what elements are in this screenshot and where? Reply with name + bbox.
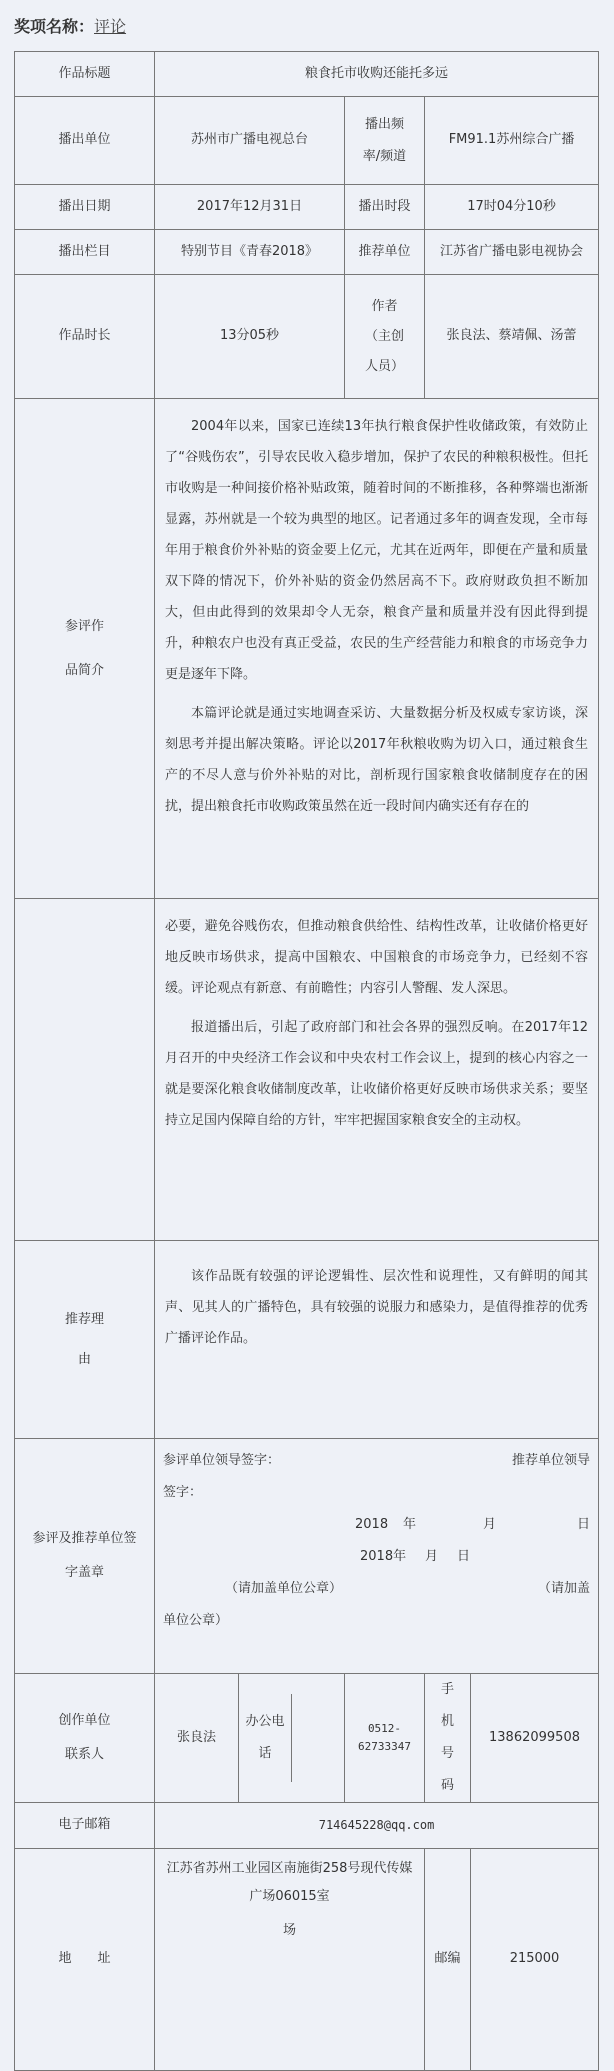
sign-label: 参评及推荐单位签字盖章	[15, 1439, 155, 1674]
title-value: 粮食托市收购还能托多远	[155, 52, 599, 97]
time-label: 播出时段	[345, 185, 425, 230]
office-phone-label: 办公电话	[239, 1694, 292, 1782]
date-label: 播出日期	[15, 185, 155, 230]
stamp-note-2b: 单位公章）	[163, 1613, 229, 1628]
unit-value: 苏州市广播电视总台	[155, 97, 345, 185]
contact-label: 创作单位联系人	[15, 1674, 155, 1803]
sign-year-unit-1: 年	[403, 1517, 417, 1532]
reason-text	[155, 1241, 599, 1439]
date-value: 2017年12月31日	[155, 185, 345, 230]
recommend-unit-label: 推荐单位	[345, 230, 425, 275]
leader-sign-label: 参评单位领导签字：	[163, 1453, 281, 1468]
author-value: 张良法、蔡靖佩、汤蕾	[425, 275, 599, 399]
sign-day-2: 日	[457, 1549, 471, 1564]
time-value: 17时04分10秒	[425, 185, 599, 230]
channel-value: FM91.1苏州综合广播	[425, 97, 599, 185]
address-tail: 场	[282, 1923, 296, 1938]
intro-paragraph: 报道播出后，引起了政府部门和社会各界的强烈反响。在2017年12月召开的中央经济工作会议和中央农村工作会议上，提到的核心内容之一就是要深化粮食收储制度改革，让收储价格更好反映市场供求关系；要坚持立足国内保障自给的方针，牢牢把握国家粮食安全的主动权。	[165, 1020, 589, 1128]
unit-label: 播出单位	[15, 97, 155, 185]
address-label: 地 址	[15, 1849, 155, 2071]
channel-label: 播出频率/频道	[345, 97, 425, 185]
author-label: 作者（主创人员）	[345, 275, 425, 399]
zip-value: 215000	[471, 1849, 599, 2071]
intro-paragraph: 必要，避免谷贱伤农，但推动粮食供给性、结构性改革，让收储价格更好地反映市场供求，提高中国粮农、中国粮食的市场竞争力，已经刻不容缓。评论观点有新意、有前瞻性；内容引人警醒、发人深思。	[165, 919, 589, 996]
sign-day-1: 日	[577, 1517, 591, 1532]
award-name-label: 奖项名称：	[14, 17, 95, 36]
reason-paragraph: 该作品既有较强的评论逻辑性、层次性和说理性，又有鲜明的闻其声、见其人的广播特色，具有较强的说服力和感染力，是值得推荐的优秀广播评论作品。	[165, 1269, 589, 1346]
office-phone-number: 0512-62733347	[345, 1674, 425, 1803]
recommend-unit-value: 江苏省广播电影电视协会	[425, 230, 599, 275]
stamp-note-2: （请加盖	[538, 1581, 591, 1596]
award-name-value: 评论	[94, 17, 127, 36]
intro-label: 参评作品简介	[15, 399, 155, 899]
sign-month-1: 月	[483, 1517, 497, 1532]
intro-paragraph: 2004年以来，国家已连续13年执行粮食保护性收储政策，有效防止了“谷贱伤农”，引导农民收入稳步增加，保护了农民的种粮积极性。但托市收购是一种间接价格补贴政策，随着时间的不断推移，各种弊端也渐渐显露，苏州就是一个较为典型的地区。记者通过多年的调查发现，全市每年用于粮食价外补贴的资金要上亿元，尤其在近两年，即便在产量和质量双下降的情况下，价外补贴的资金仍然居高不下。政府财政负担不断加大，但由此得到的效果却令人无奈，粮食产量和质量并没有因此得到提升，种粮农户也没有真正受益，农民的生产经营能力和粮食的市场竞争力更是逐年下降。	[165, 419, 589, 682]
mobile-value: 13862099508	[471, 1674, 599, 1803]
intro-continued-label-cell	[15, 899, 155, 1241]
title-label: 作品标题	[15, 52, 155, 97]
intro-paragraph: 本篇评论就是通过实地调查采访、大量数据分析及权威专家访谈，深刻思考并提出解决策略。评论以2017年秋粮收购为切入口，通过粮食生产的不尽人意与价外补贴的对比，剖析现行国家粮食收储制度存在的困扰，提出粮食托市收购政策虽然在近一段时间内确实还有存在的	[165, 706, 589, 814]
duration-value: 13分05秒	[155, 275, 345, 399]
stamp-note-1: （请加盖单位公章）	[225, 1581, 343, 1596]
sign-area	[155, 1439, 599, 1674]
column-label: 播出栏目	[15, 230, 155, 275]
contact-name: 张良法	[155, 1674, 239, 1803]
intro-text	[155, 399, 599, 899]
mobile-label: 手机号码	[425, 1674, 471, 1803]
sign-month-2: 月	[425, 1549, 439, 1564]
email-value: 714645228@qq.com	[155, 1803, 599, 1849]
address-value: 江苏省苏州工业园区南施街258号现代传媒广场06015室	[166, 1861, 413, 1904]
duration-label: 作品时长	[15, 275, 155, 399]
zip-label: 邮编	[425, 1849, 471, 2071]
recommend-sign-label-2: 签字：	[163, 1485, 203, 1500]
sign-year-1: 2018	[355, 1517, 389, 1532]
intro-text-continued	[155, 899, 599, 1241]
entry-form-table	[14, 51, 599, 2071]
address-value-cell	[155, 1849, 425, 2071]
recommend-sign-label: 推荐单位领导	[512, 1453, 591, 1468]
office-phone-group	[239, 1674, 345, 1803]
column-value: 特别节目《青春2018》	[155, 230, 345, 275]
office-phone-value	[292, 1694, 344, 1782]
reason-label: 推荐理由	[15, 1241, 155, 1439]
email-label: 电子邮箱	[15, 1803, 155, 1849]
award-name-header	[14, 14, 126, 37]
sign-date-2: 2018年	[360, 1549, 407, 1564]
